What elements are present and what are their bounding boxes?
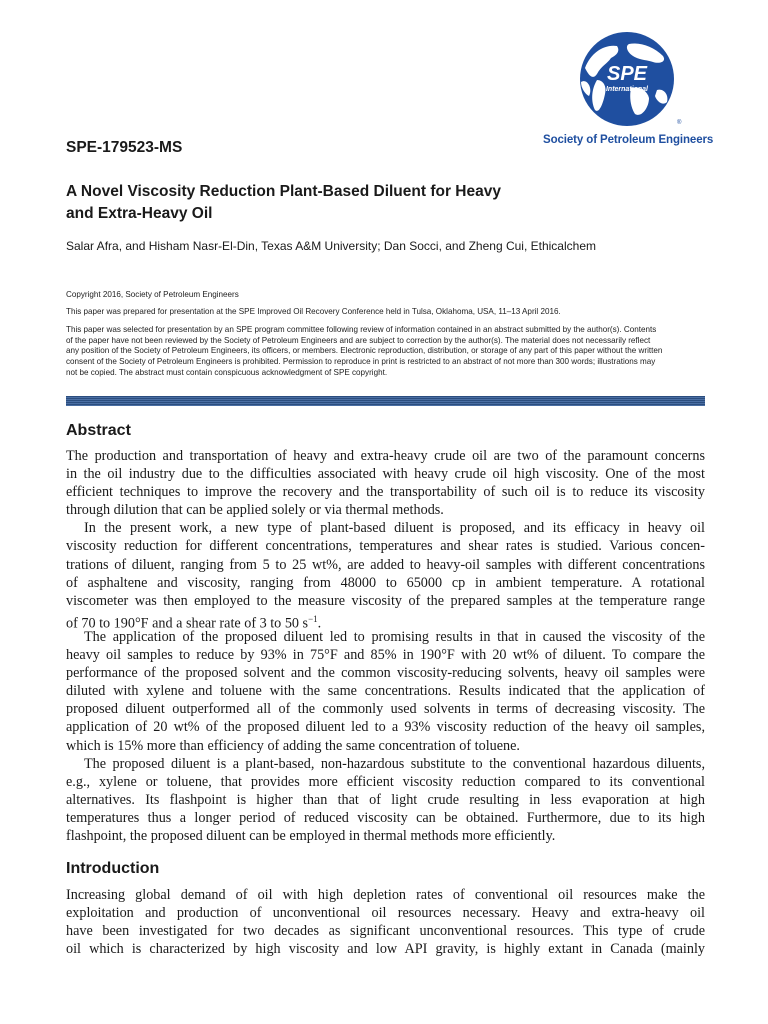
paper-title [66,181,626,225]
abstract-line [66,610,705,632]
spe-logo [543,30,714,146]
abstract-line: The production and transportation of heavy and extra-heavy crude oil are two of the paramount concerns [66,448,705,464]
notice-line: This paper was selected for presentation by an SPE program committee following review of information contained in an abstract submitted by the author(s). Contents [66,325,657,334]
introduction-heading: Introduction [66,860,160,877]
logo-subtext: International [605,86,649,93]
abstract-body [66,447,705,845]
abstract-line: performance of the proposed solvent and the common viscosity-reducing solvents, heavy oil samples were [66,665,705,682]
intro-line: oil which is characterized by high viscosity and low API gravity, is highly extant in Canada (mainly [66,941,705,958]
abstract-line: in the oil industry due to the difficulties associated with heavy crude oil high viscosity. One of the most [66,466,705,483]
abstract-line: In the present work, a new type of plant-based diluent is proposed, and its efficacy in heavy oil [84,520,705,537]
title-line: and Extra-Heavy Oil [66,205,213,222]
abstract-line: diluted with xylene and toluene with the same concentrations. Results indicated that the application of [66,683,705,700]
abstract-line: flashpoint, the proposed diluent can be employed in thermal methods more efficiently. [66,827,556,844]
organization-name: Society of Petroleum Engineers [543,134,714,146]
shear-suffix: . [317,615,322,632]
section-divider [66,396,705,406]
intro-line: exploitation and production of unconventional oil resources necessary. Heavy and extra-heavy oil [66,905,705,922]
abstract-line: through dilution that can be applied solely or via thermal methods. [66,502,444,519]
globe-logo-icon [567,30,693,130]
abstract-line: of asphaltene and viscosity, ranging from 48000 to 65000 cp in ambient temperature. A rotational [66,574,705,591]
abstract-line: alternatives. Its flashpoint is higher than that of light crude resulting in less evaporation at high [66,791,705,808]
abstract-line: The application of the proposed diluent led to promising results in that in caused the viscosity of the [84,628,705,645]
abstract-line: proposed diluent outperformed all of the commonly used solvents in terms of decreasing viscosity. The [66,701,705,718]
introduction-body [66,886,705,958]
abstract-line: e.g., xylene or toluene, that provides more efficient viscosity reduction compared to its conventional [66,773,705,790]
prepared-notice: This paper was prepared for presentation at the SPE Improved Oil Recovery Conference held in Tulsa, Oklahoma, USA, 11–13 April 2016. [66,307,561,316]
abstract-line: The proposed diluent is a plant-based, non-hazardous substitute to the conventional hazardous diluents, [84,755,705,772]
abstract-line: application of 20 wt% of the proposed diluent led to a 93% viscosity reduction of the heavy oil samples, [66,719,705,736]
abstract-line: viscometer was then employed to the measure viscosity of the prepared samples at the temperature range [66,592,705,609]
notice-line: not be copied. The abstract must contain conspicuous acknowledgment of SPE copyright. [66,367,388,377]
abstract-line: heavy oil samples to reduce by 93% in 75°F and 85% in 190°F with 20 wt% of diluent. To compare the [66,647,705,664]
notice-line: consent of the Society of Petroleum Engineers is prohibited. Permission to reproduce in print is restricted to an abstract of not more than 300 words; illustrations may [66,357,656,367]
notice-line: of the paper have not been reviewed by the Society of Petroleum Engineers and are subject to correction by the author(s). The material does not necessarily reflect [66,335,651,345]
title-line: A Novel Viscosity Reduction Plant-Based Diluent for Heavy [66,183,501,200]
shear-rate-text: of 70 to 190°F and a shear rate of 3 to 50 s [66,615,309,632]
logo-text: SPE [606,63,648,85]
paper-id: SPE-179523-MS [66,139,183,156]
intro-line: Increasing global demand of oil with high depletion rates of conventional oil resources make the [66,887,705,903]
abstract-line: trations of diluent, ranging from 5 to 25 wt%, are added to heavy-oil samples with different concentrations [66,556,705,573]
abstract-line: temperatures thus a longer period of reduced viscosity can be obtained. Furthermore, due to its high [66,809,705,826]
author-list: Salar Afra, and Hisham Nasr-El-Din, Texas A&M University; Dan Socci, and Zheng Cui, Ethicalchem [66,239,596,253]
abstract-heading: Abstract [66,422,131,439]
copyright-notice: Copyright 2016, Society of Petroleum Engineers [66,290,239,299]
shear-exponent: −1 [308,613,318,624]
notice-line: any position of the Society of Petroleum Engineers, its officers, or members. Electronic reproduction, distribution, or storage of any part of this paper without the written [66,346,663,356]
selection-notice [66,325,706,379]
registered-mark: ® [677,120,682,126]
abstract-line: viscosity reduction for different concentrations, temperatures and shear rates is studied. Various concen- [66,538,705,555]
intro-line: have been investigated for two decades as significant unconventional resources. This type of crude [66,923,705,940]
abstract-line: efficient techniques to improve the recovery and the transportability of such oil is to reduce its viscosity [66,484,705,501]
abstract-line: which is 15% more than efficiency of adding the same concentration of toluene. [66,737,520,754]
